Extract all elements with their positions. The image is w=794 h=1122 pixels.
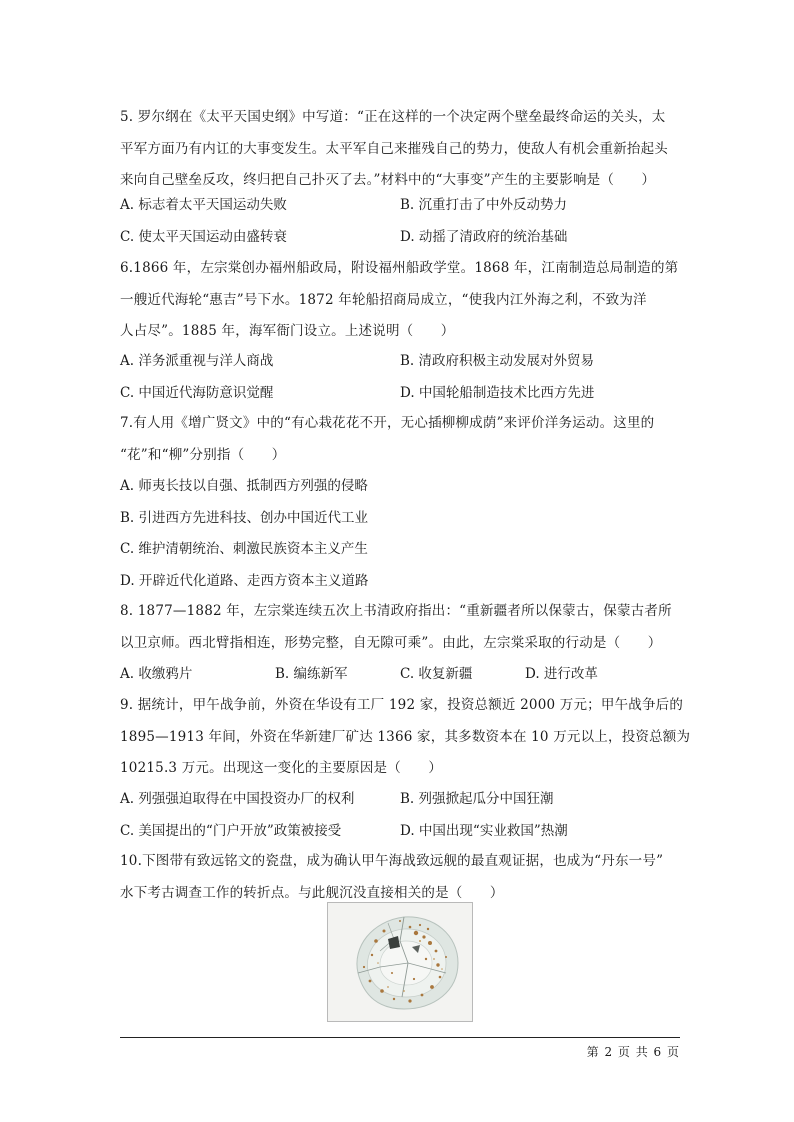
question-6-line-2: 一艘近代海轮“惠吉”号下水。1872 年轮船招商局成立，“使我内江外海之利，不致为洋: [120, 291, 647, 308]
question-6-option-a[interactable]: A. 洋务派重视与洋人商战: [120, 353, 274, 369]
question-5-line-2: 平军方面乃有内讧的大事变发生。太平军自己来摧残自己的势力，使敌人有机会重新抬起头: [120, 140, 668, 157]
question-9-option-b[interactable]: B. 列强掀起瓜分中国狂潮: [400, 791, 554, 807]
question-9-option-c[interactable]: C. 美国提出的“门户开放”政策被接受: [120, 822, 342, 839]
question-7-option-d[interactable]: D. 开辟近代化道路、走西方资本主义道路: [120, 572, 369, 589]
question-9-line-2: 1895—1913 年间，外资在华新建厂矿达 1366 家，其多数资本在 10 万元以上，投资总额为: [120, 728, 691, 745]
question-6-line-1: 6.1866 年，左宗棠创办福州船政局，附设福州船政学堂。1868 年，江南制造总局制造的第: [120, 260, 679, 276]
question-8-line-2: 以卫京师。西北臂指相连，形势完整，自无隙可乘”。由此，左宗棠采取的行动是（ ）: [120, 634, 662, 651]
question-5-line-3: 来向自己壁垒反攻，终归把自己扑灭了去。”材料中的“大事变”产生的主要影响是（ ）: [120, 172, 656, 188]
question-5-option-d[interactable]: D. 动摇了清政府的统治基础: [400, 228, 568, 245]
question-7-option-c[interactable]: C. 维护清朝统治、刺激民族资本主义产生: [120, 541, 368, 557]
question-10-line-2: 水下考古调查工作的转折点。与此舰沉没直接相关的是（ ）: [120, 884, 504, 901]
question-10: [120, 846, 680, 909]
question-6: [120, 253, 680, 348]
question-6-line-3: 人占尽”。1885 年，海军衙门设立。上述说明（ ）: [120, 323, 455, 339]
question-5-line-1: 5. 罗尔纲在《太平天国史纲》中写道：“正在这样的一个决定两个壁垒最终命运的关头，太: [120, 109, 666, 125]
question-7-option-a[interactable]: A. 师夷长技以自强、抵制西方列强的侵略: [120, 478, 368, 494]
question-8-option-b[interactable]: B. 编练新军: [275, 666, 348, 682]
question-10-line-1: 10.下图带有致远铭文的瓷盘，成为确认甲午海战致远舰的最直观证据，也成为“丹东一号”: [120, 853, 664, 869]
question-5-option-c[interactable]: C. 使太平天国运动由盛转衰: [120, 228, 287, 245]
question-8-option-c[interactable]: C. 收复新疆: [400, 666, 473, 682]
question-9-line-1: 9. 据统计，甲午战争前，外资在华设有工厂 192 家，投资总额近 2000 万元；甲午战争后的: [120, 697, 684, 713]
question-8: [120, 596, 680, 659]
question-6-option-d[interactable]: D. 中国轮船制造技术比西方先进: [400, 384, 595, 401]
question-9: [120, 690, 691, 785]
question-5: [120, 102, 680, 197]
page-number: 第 2 页 共 6 页: [586, 1045, 680, 1059]
question-6-options: [120, 346, 680, 409]
porcelain-plate-image: [328, 903, 472, 1021]
question-7: [120, 408, 680, 471]
question-6-option-b[interactable]: B. 清政府积极主动发展对外贸易: [400, 353, 595, 369]
question-7-options: [120, 471, 680, 597]
question-8-line-1: 8. 1877—1882 年，左宗棠连续五次上书清政府指出：“重新疆者所以保蒙古，保蒙古者所: [120, 603, 672, 619]
question-9-options: [120, 784, 680, 847]
question-9-option-a[interactable]: A. 列强强迫取得在中国投资办厂的权利: [120, 791, 355, 807]
question-9-line-3: 10215.3 万元。出现这一变化的主要原因是（ ）: [120, 760, 443, 776]
question-7-line-2: “花”和“柳”分别指（ ）: [120, 446, 286, 463]
question-8-option-d[interactable]: D. 进行改革: [525, 666, 598, 682]
question-5-option-a[interactable]: A. 标志着太平天国运动失败: [120, 197, 287, 213]
footer-rule: [120, 1037, 680, 1038]
porcelain-plate-photo: [327, 902, 473, 1022]
question-8-options: [120, 659, 680, 691]
question-9-option-d[interactable]: D. 中国出现“实业救国”热潮: [400, 822, 568, 839]
question-8-option-a[interactable]: A. 收缴鸦片: [120, 666, 193, 682]
question-7-line-1: 7.有人用《增广贤文》中的“有心栽花花不开，无心插柳柳成荫”来评价洋务运动。这里的: [120, 415, 655, 431]
question-5-options: [120, 190, 680, 253]
question-6-option-c[interactable]: C. 中国近代海防意识觉醒: [120, 384, 274, 401]
question-7-option-b[interactable]: B. 引进西方先进科技、创办中国近代工业: [120, 509, 369, 526]
question-5-option-b[interactable]: B. 沉重打击了中外反动势力: [400, 197, 568, 213]
